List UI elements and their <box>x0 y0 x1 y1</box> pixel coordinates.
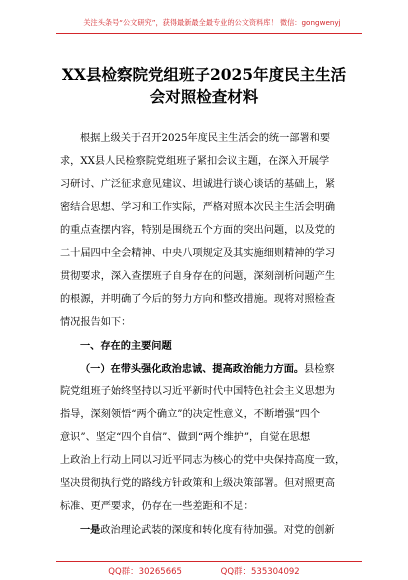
intro-line-6: 二十届四中全会精神、中央八项规定及其实施细则精神的学习 <box>60 248 336 259</box>
intro-line-9: 情况报告如下： <box>60 317 132 328</box>
title-line-2: 会对照检查材料 <box>149 87 259 106</box>
body-line-5: 坚决贯彻执行党的路线方针政策和上级决策部署。但对照更高 <box>60 478 336 489</box>
subsection-heading: （一）在带头强化政治忠诚、提高政治能力方面。 <box>80 363 305 375</box>
point-label: 一是 <box>80 524 101 536</box>
subsection-line <box>80 362 360 377</box>
header-banner: 关注头条号“公文研究”，获得最新最全最专业的公文资料库！ 微信：gongwenyj <box>83 18 341 27</box>
footer-qq-1: QQ群：30265665 <box>108 567 182 577</box>
body-line-4: 上政治上行动上同以习近平同志为核心的党中央保持高度一致， <box>60 455 346 466</box>
document-title <box>46 64 362 108</box>
intro-line-3: 习研讨、广泛征求意见建议、坦诚进行谈心谈话的基础上，紧 <box>60 179 336 190</box>
intro-line-5: 的重点查摆内容，特别是围绕五个方面的突出问题，以及党的 <box>60 225 336 236</box>
point-text: 政治理论武装的深度和转化度有待加强。对党的创新 <box>100 525 335 536</box>
body-line-2: 指导，深刻领悟“两个确立”的决定性意义，不断增强“四个 <box>60 409 321 420</box>
footer <box>0 565 408 577</box>
intro-line-2: 求，XX县人民检察院党组班子紧扣会议主题，在深入开展学 <box>60 156 330 167</box>
intro-line-7: 贯彻要求，深入查摆班子自身存在的问题，深刻剖析问题产生 <box>60 271 336 282</box>
point-line <box>80 523 360 538</box>
intro-line-4: 密结合思想、学习和工作实际，严格对照本次民主生活会明确 <box>60 202 336 213</box>
body-line-1: 院党组班子始终坚持以习近平新时代中国特色社会主义思想为 <box>60 386 336 397</box>
body-line-6: 标准、更严要求，仍存在一些差距和不足： <box>60 501 254 512</box>
body-line-3: 意识”、坚定“四个自信”、做到“两个维护”，自觉在思想 <box>60 432 311 443</box>
footer-rule <box>56 561 362 562</box>
header-rule <box>56 33 362 34</box>
intro-line-8: 的根源，并明确了今后的努力方向和整改措施。现将对照检查 <box>60 294 336 305</box>
subsection-tail: 县检察 <box>304 364 335 375</box>
section-heading: 一、存在的主要问题 <box>80 340 172 352</box>
footer-qq-2: QQ群：535304092 <box>220 567 300 577</box>
intro-line-1: 根据上级关于召开2025年度民主生活会的统一部署和要 <box>80 133 331 144</box>
title-line-1: XX县检察院党组班子2025年度民主生活 <box>61 65 347 84</box>
